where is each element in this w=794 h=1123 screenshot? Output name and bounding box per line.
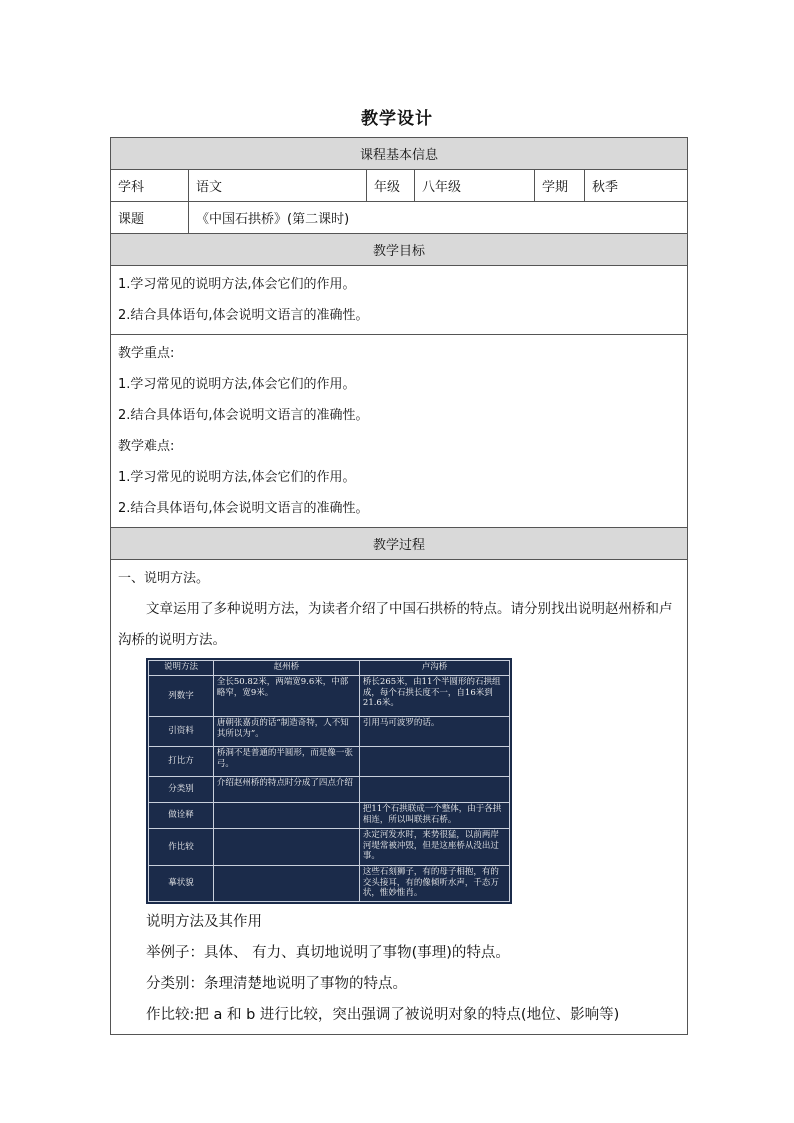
topic-row	[111, 202, 688, 234]
method-row	[149, 676, 510, 717]
process-heading: 一、说明方法。	[118, 571, 210, 586]
term-value: 秋季	[585, 170, 688, 202]
method-row	[149, 717, 510, 747]
method-table	[148, 660, 510, 902]
goals-row	[111, 266, 688, 335]
difficult-point-item: 1.学习常见的说明方法,体会它们的作用。	[118, 470, 356, 485]
method-row	[149, 777, 510, 803]
zhaozhou-cell: 桥洞不是普通的半圆形，而是像一张弓。	[213, 747, 359, 777]
zhaozhou-cell	[213, 829, 359, 866]
method-name: 作比较	[149, 829, 214, 866]
goal-item: 2.结合具体语句,体会说明文语言的准确性。	[118, 308, 369, 323]
difficult-point-item: 2.结合具体语句,体会说明文语言的准确性。	[118, 501, 369, 516]
zhaozhou-cell	[213, 866, 359, 902]
key-difficult-row	[111, 335, 688, 528]
method-name: 分类别	[149, 777, 214, 803]
key-point-item: 2.结合具体语句,体会说明文语言的准确性。	[118, 408, 369, 423]
zhaozhou-cell: 全长50.82米，两端宽9.6米，中部略窄，宽9米。	[213, 676, 359, 717]
lesson-plan-table	[110, 137, 688, 1035]
subject-value: 语文	[189, 170, 367, 202]
process-header: 教学过程	[111, 528, 688, 560]
grade-label: 年级	[367, 170, 415, 202]
method-name: 摹状貌	[149, 866, 214, 902]
grade-value: 八年级	[415, 170, 535, 202]
term-label: 学期	[535, 170, 585, 202]
topic-label: 课题	[111, 202, 189, 234]
process-header-row	[111, 528, 688, 560]
subject-row	[111, 170, 688, 202]
zhaozhou-cell: 介绍赵州桥的特点时分成了四点介绍	[213, 777, 359, 803]
summary-item: 分类别：条理清楚地说明了事物的特点。	[146, 976, 407, 992]
zhaozhou-cell	[213, 803, 359, 829]
summary-item: 作比较:把 a 和 b 进行比较，突出强调了被说明对象的特点(地位、影响等)	[146, 1007, 620, 1023]
document-title: 教学设计	[361, 109, 433, 129]
basic-info-header: 课程基本信息	[111, 138, 688, 170]
key-points-label: 教学重点:	[118, 346, 175, 361]
summary-item: 举例子：具体、 有力、真切地说明了事物(事理)的特点。	[146, 945, 510, 961]
method-row	[149, 866, 510, 902]
process-paragraph: 文章运用了多种说明方法，为读者介绍了中国石拱桥的特点。请分别找出说明赵州桥和卢沟桥的说明方法。	[118, 601, 673, 648]
key-point-item: 1.学习常见的说明方法,体会它们的作用。	[118, 377, 356, 392]
method-table-header-row	[149, 661, 510, 676]
zhaozhou-cell: 唐朝张嘉贞的话“制造奇特，人不知其所以为”。	[213, 717, 359, 747]
lugou-cell	[359, 747, 509, 777]
method-row	[149, 803, 510, 829]
basic-info-header-row	[111, 138, 688, 170]
method-row	[149, 829, 510, 866]
lugou-cell: 把11个石拱联成一个整体，由于各拱相连，所以叫联拱石桥。	[359, 803, 509, 829]
goal-item: 1.学习常见的说明方法,体会它们的作用。	[118, 277, 356, 292]
method-name: 做诠释	[149, 803, 214, 829]
lugou-cell: 引用马可波罗的话。	[359, 717, 509, 747]
method-name: 列数字	[149, 676, 214, 717]
method-header-cell: 卢沟桥	[359, 661, 509, 676]
goals-header: 教学目标	[111, 234, 688, 266]
subject-label: 学科	[111, 170, 189, 202]
topic-value: 《中国石拱桥》(第二课时)	[189, 202, 688, 234]
lugou-cell: 永定河发水时，来势很猛，以前两岸河堤常被冲毁，但是这座桥从没出过事。	[359, 829, 509, 866]
process-row	[111, 560, 688, 1035]
method-table-image	[146, 658, 512, 904]
lugou-cell: 桥长265米，由11个半圆形的石拱组成，每个石拱长度不一，自16米到21.6米。	[359, 676, 509, 717]
summary-title: 说明方法及其作用	[146, 914, 262, 930]
lugou-cell: 这些石刻狮子，有的母子相抱，有的交头接耳，有的像倾听水声，千态万状，惟妙惟肖。	[359, 866, 509, 902]
method-header-cell: 说明方法	[149, 661, 214, 676]
goals-header-row	[111, 234, 688, 266]
difficult-points-label: 教学难点:	[118, 439, 175, 454]
method-name: 引资料	[149, 717, 214, 747]
method-row	[149, 747, 510, 777]
method-name: 打比方	[149, 747, 214, 777]
method-header-cell: 赵州桥	[213, 661, 359, 676]
lugou-cell	[359, 777, 509, 803]
